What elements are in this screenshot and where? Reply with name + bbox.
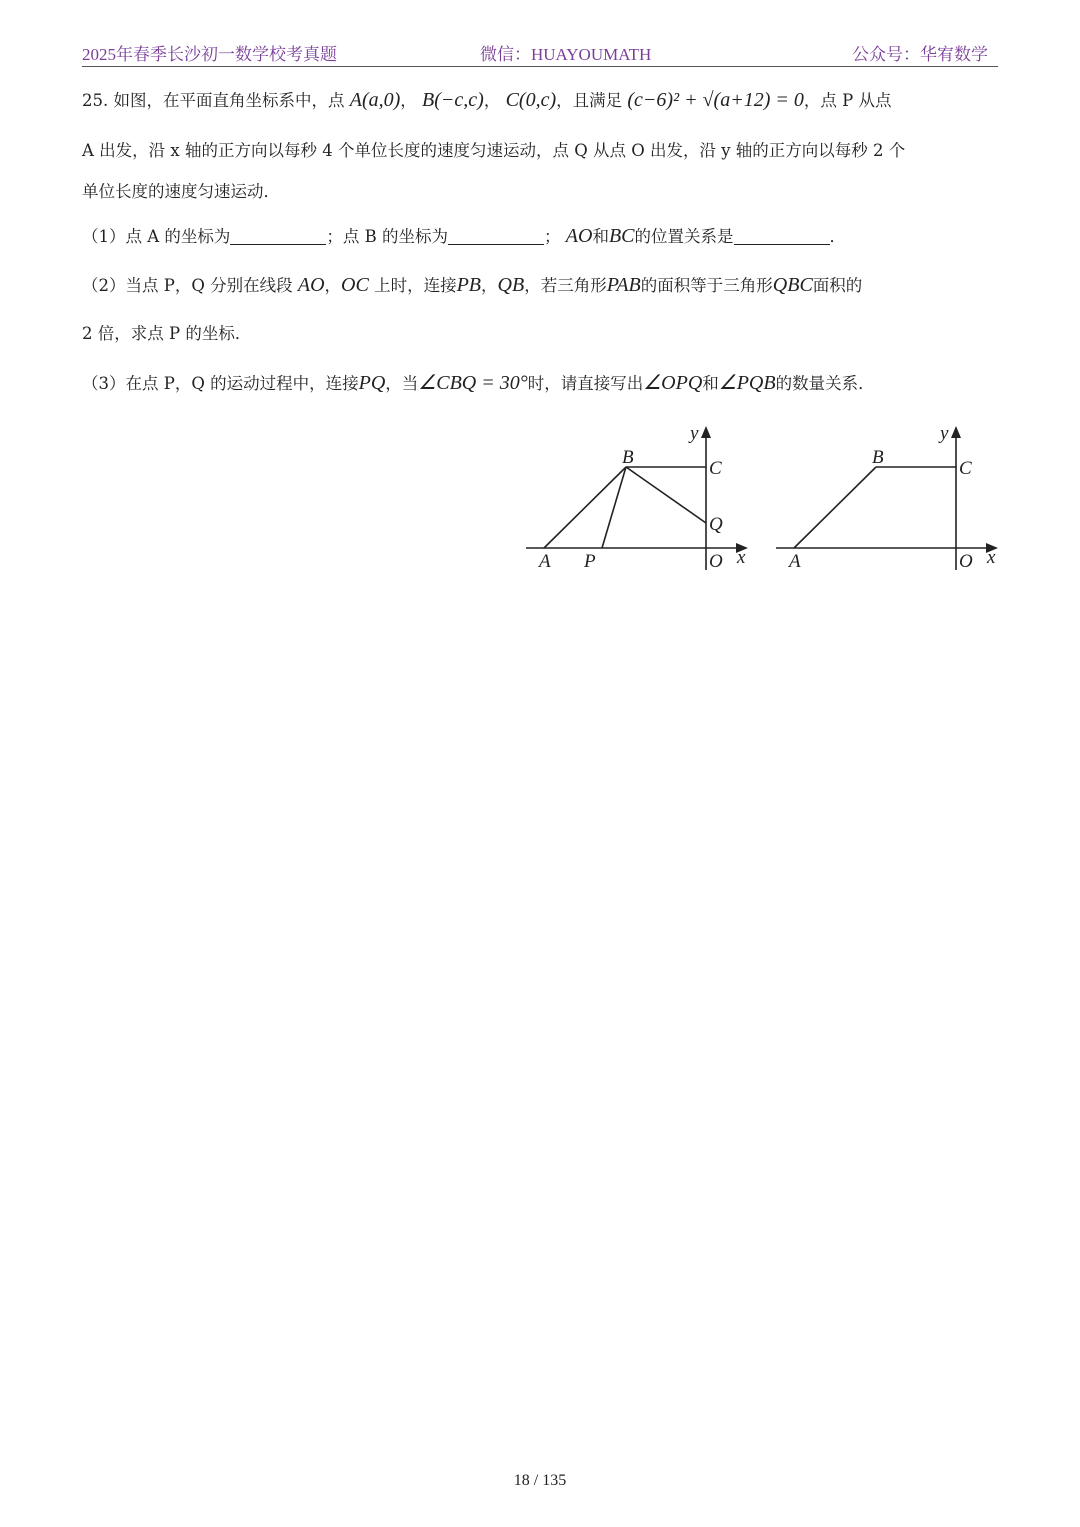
fig1-segment-qb (626, 467, 706, 523)
fig1-label-y: y (690, 423, 699, 444)
fig1-y-arrow (701, 426, 711, 438)
header-account: 公众号：华宥数学 (852, 45, 988, 64)
condition-text: ，且满足 (556, 91, 623, 110)
q2-seg-ao: AO (297, 274, 325, 296)
q1-text-c: ； (544, 227, 561, 246)
problem-line-1: 25. 如图，在平面直角坐标系中，点 A(a,0)， B(−c,c)， C(0,c)，且满足 (c−6)² + √(a+12) = 0，点 P 从点 (82, 89, 892, 111)
question-3 (82, 371, 998, 396)
intro-end: ，点 P 从点 (803, 91, 892, 110)
q2-text-b: 上时，连接 (374, 276, 457, 295)
q2-text-e: 面积的 (812, 276, 863, 295)
answer-blank-a[interactable] (230, 226, 326, 245)
fig2-label-o: O (959, 551, 973, 572)
q2-seg-pb: PB (456, 274, 482, 296)
fig1-label-a: A (539, 551, 551, 572)
header-title: 2025年春季长沙初一数学校考真题 (82, 45, 337, 64)
q3-and: 和 (702, 374, 719, 393)
answer-blank-c[interactable] (734, 226, 830, 245)
fig2-label-b: B (872, 447, 884, 468)
q1-and: 和 (592, 227, 609, 246)
fig1-label-o: O (709, 551, 723, 572)
fig2-label-c: C (959, 458, 972, 479)
q2-text-c: ，若三角形 (524, 276, 607, 295)
header-wechat: 微信：HUAYOUMATH (480, 45, 652, 64)
fig1-label-p: P (584, 551, 596, 572)
fig2-y-arrow (951, 426, 961, 438)
q1-text-b: ；点 B 的坐标为 (326, 227, 449, 246)
question-2 (82, 273, 998, 298)
q3-angle-opq: ∠OPQ (643, 372, 703, 394)
fig1-label-q: Q (709, 514, 723, 535)
q3-angle-pqb: ∠PQB (718, 372, 776, 394)
point-a: A(a,0) (349, 89, 401, 111)
q1-end: ． (829, 227, 847, 246)
q2-tri-pab: PAB (606, 274, 641, 296)
question-2-line-2: 2 倍，求点 P 的坐标． (82, 324, 252, 343)
fig1-label-x: x (737, 547, 746, 568)
q2-text-d: 的面积等于三角形 (640, 276, 773, 295)
q2-comma-2: ， (481, 276, 498, 295)
q2-tri-qbc: QBC (772, 274, 813, 296)
problem-intro: 如图，在平面直角坐标系中，点 (113, 91, 345, 110)
problem-line-2: A 出发，沿 x 轴的正方向以每秒 4 个单位长度的速度匀速运动，点 Q 从点 O 出发，沿 y 轴的正方向以每秒 2 个 (82, 141, 906, 160)
condition-math: (c−6)² + √(a+12) = 0 (627, 89, 804, 111)
q1-text-d: 的位置关系是 (634, 227, 734, 246)
figure-2 (770, 420, 1010, 580)
q2-seg-qb: QB (497, 274, 525, 296)
question-1 (82, 224, 998, 249)
q3-seg-pq: PQ (358, 372, 386, 394)
q3-angle-cbq: ∠CBQ = 30° (418, 372, 528, 394)
fig2-segment-ab (794, 467, 876, 548)
q2-comma-1: ， (324, 276, 342, 295)
q2-text-a: （2）当点 P，Q 分别在线段 (82, 276, 293, 295)
q1-seg-ao: AO (565, 225, 593, 247)
q1-text-a: （1）点 A 的坐标为 (82, 227, 231, 246)
q3-text-d: 的数量关系． (775, 374, 875, 393)
q2-seg-oc: OC (341, 274, 369, 296)
answer-blank-b[interactable] (448, 226, 544, 245)
fig2-label-y: y (940, 423, 949, 444)
q3-text-a: （3）在点 P，Q 的运动过程中，连接 (82, 374, 359, 393)
q3-text-b: ，当 (385, 374, 419, 393)
q3-text-c: 时，请直接写出 (527, 374, 644, 393)
page-number: 18 / 135 (513, 1472, 567, 1489)
point-c: C(0,c) (505, 89, 557, 111)
q1-seg-bc: BC (608, 225, 635, 247)
problem-number: 25. (82, 91, 109, 110)
fig2-label-a: A (789, 551, 801, 572)
fig1-label-b: B (622, 447, 634, 468)
page-header (82, 38, 998, 67)
problem-line-3: 单位长度的速度匀速运动． (82, 182, 280, 201)
fig2-label-x: x (987, 547, 996, 568)
figure-1 (520, 420, 760, 580)
fig1-label-c: C (709, 458, 722, 479)
point-b: B(−c,c) (422, 89, 484, 111)
